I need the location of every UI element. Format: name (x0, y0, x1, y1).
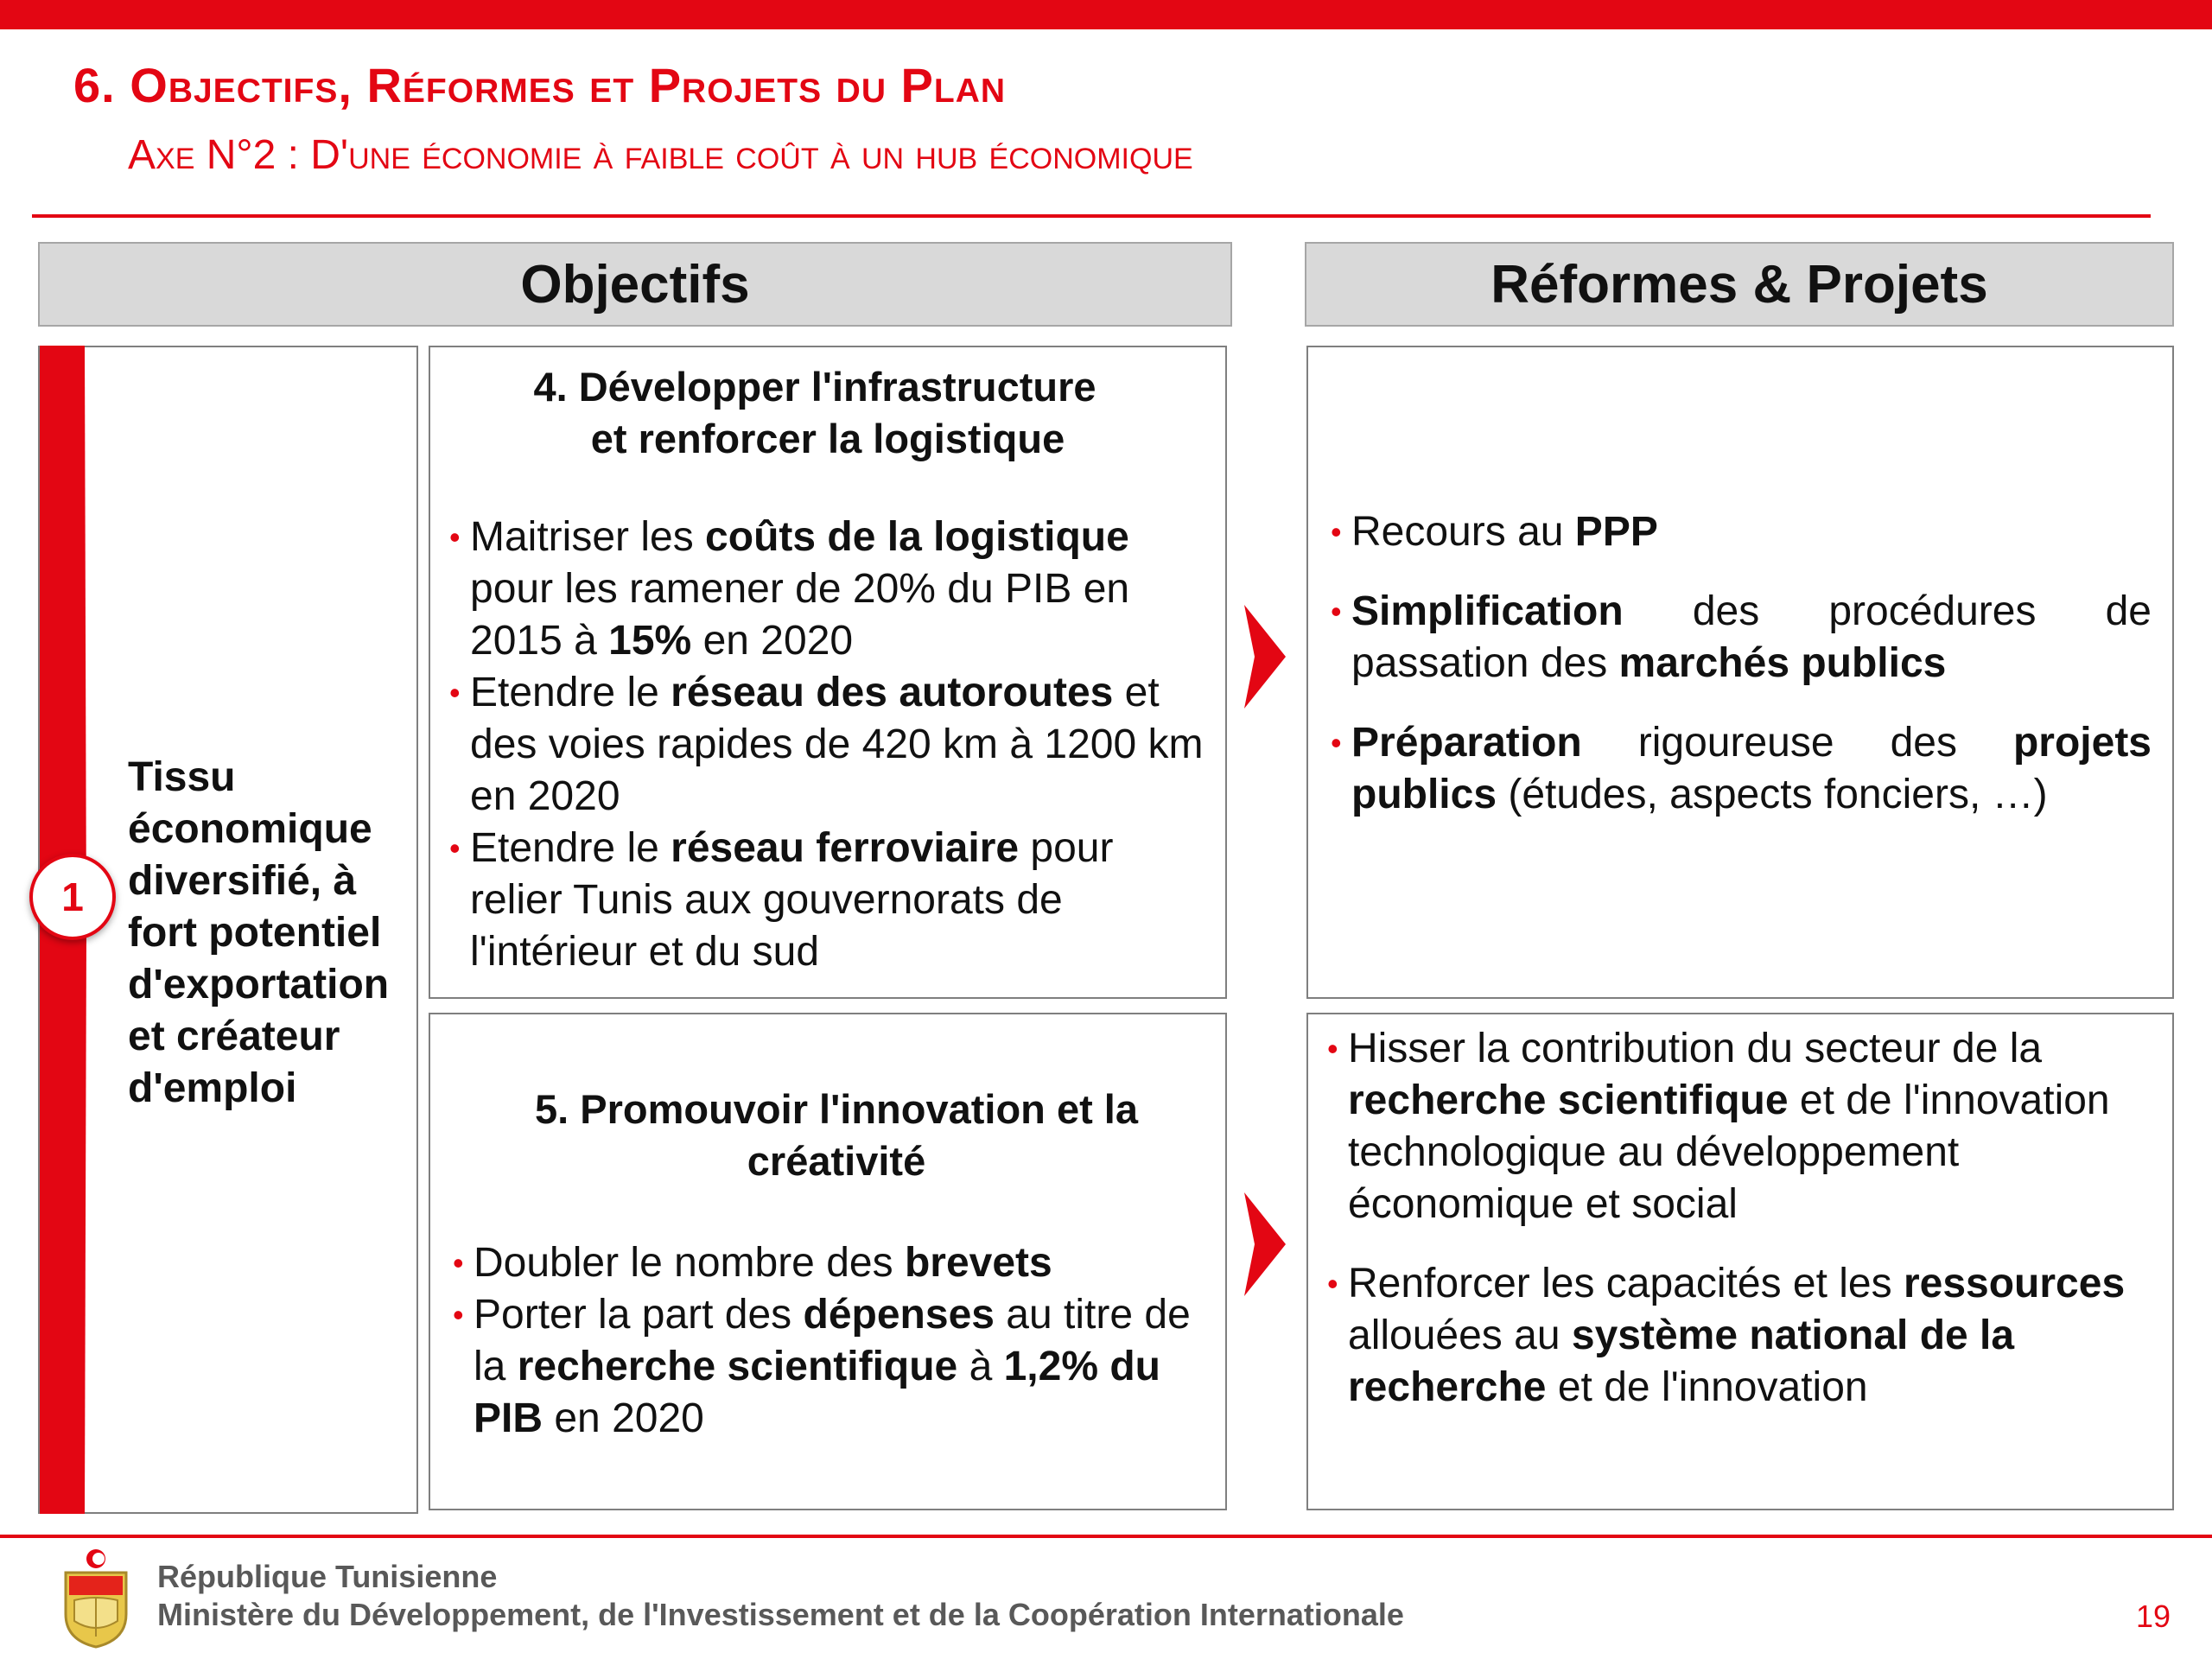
bullet-text: Maitriser les (470, 514, 706, 560)
bullet-bold-text: système national de la recherche (1348, 1313, 2015, 1410)
footer-divider (0, 1535, 2212, 1538)
bullet-text: et de l'innovation (1546, 1364, 1868, 1410)
bullet-text: pour les ramener de 20% du PIB en 2015 à (470, 566, 1130, 664)
bullet-item (1327, 1258, 2162, 1414)
reforms-4-box (1306, 346, 2174, 999)
reforms-5-box (1306, 1013, 2174, 1510)
bullet-bold-text: coûts de la logistique (705, 514, 1129, 560)
bullet-dot: • (449, 830, 461, 866)
bullet-dot: • (1331, 594, 1342, 629)
bullet-text: pour relier Tunis aux gouvernorats de l'intérieur et du sud (470, 825, 1114, 975)
objective-5-title (430, 1084, 1225, 1187)
objective-5-title-line1: 5. Promouvoir l'innovation et la (534, 1086, 1138, 1132)
bullet-text: Recours au (1351, 509, 1575, 555)
arrow-right-icon (1244, 605, 1287, 709)
bullet-text: Renforcer les capacités et les (1348, 1261, 1904, 1306)
objectifs-header (38, 242, 1232, 327)
bullet-text: allouées au (1348, 1313, 1572, 1358)
top-red-bar (0, 0, 2212, 29)
reformes-header-label: Réformes & Projets (1491, 254, 1988, 315)
objective-5-title-line2: créativité (747, 1138, 926, 1184)
page-number: 19 (2136, 1599, 2171, 1634)
footer-ministry: Ministère du Développement, de l'Investissement et de la Coopération Internationale (157, 1597, 1404, 1632)
bullet-text: Hisser la contribution du secteur de la (1348, 1026, 2043, 1071)
bullet-dot: • (453, 1245, 464, 1281)
bullet-item (453, 1289, 1210, 1445)
bullet-bold-text: brevets (904, 1240, 1052, 1286)
bullet-text: en 2020 (543, 1395, 704, 1441)
bullet-text: Etendre le (470, 670, 671, 715)
bullet-bold-text: recherche scientifique (1348, 1077, 1789, 1123)
objective-4-title-line2: et renforcer la logistique (590, 416, 1065, 461)
objective-4-title-line1: 4. Développer l'infrastructure (533, 364, 1096, 410)
bullet-bold-text: recherche scientifique (517, 1344, 958, 1389)
bullet-item (1331, 717, 2152, 821)
title-divider (32, 214, 2151, 218)
bullet-bold-text: réseau ferroviaire (671, 825, 1020, 871)
bullet-bold-text: PPP (1574, 509, 1658, 555)
bullet-bold-text: dépenses (803, 1292, 995, 1338)
bullet-item (1331, 506, 2152, 558)
bullet-text: rigoureuse des (1581, 720, 2013, 766)
coat-of-arms-icon (57, 1547, 135, 1650)
bullet-bold-text: marchés publics (1618, 640, 1947, 686)
bullet-text: (études, aspects fonciers, …) (1497, 772, 2048, 817)
bullet-item (1331, 586, 2152, 690)
bullet-dot: • (1331, 514, 1342, 550)
bullet-bold-text: Préparation (1351, 720, 1582, 766)
axis-number-badge: 1 (29, 854, 116, 940)
bullet-bold-text: projets publics (1351, 720, 2152, 817)
bullet-text: Etendre le (470, 825, 671, 871)
bullet-item (449, 512, 1210, 667)
bullet-bold-text: ressources (1903, 1261, 2126, 1306)
bullet-bold-text: réseau des autoroutes (671, 670, 1114, 715)
objective-5-box (429, 1013, 1227, 1510)
bullet-dot: • (1327, 1031, 1338, 1066)
objective-4-box (429, 346, 1227, 999)
bullet-dot: • (449, 519, 461, 555)
bullet-item (449, 667, 1210, 823)
bullet-text: en 2020 (691, 618, 854, 664)
bullet-dot: • (1327, 1266, 1338, 1301)
bullet-text: et des voies rapides de 420 km à 1200 km en 2020 (470, 670, 1204, 819)
bullet-dot: • (1331, 725, 1342, 760)
objective-5-bullets (453, 1237, 1210, 1445)
bullet-dot: • (449, 675, 461, 710)
arrow-right-icon (1244, 1192, 1287, 1296)
slide-title: 6. Objectifs, Réformes et Projets du Plan (73, 58, 1007, 112)
reforms-5-bullets (1327, 1023, 2162, 1414)
bullet-text: Porter la part des (474, 1292, 804, 1338)
reformes-header (1305, 242, 2174, 327)
objective-4-bullets (449, 512, 1210, 978)
reforms-4-bullets (1331, 506, 2152, 821)
bullet-text: au titre de la (474, 1292, 1191, 1389)
bullet-dot: • (453, 1297, 464, 1332)
objectifs-header-label: Objectifs (520, 254, 750, 315)
axis-label: Tissu économique diversifié, à fort potentiel d'exportation et créateur d'emploi (128, 754, 390, 1111)
bullet-text: et de l'innovation technologique au développement économique et social (1348, 1077, 2110, 1227)
bullet-bold-text: 15% (608, 618, 692, 664)
bullet-text: à (957, 1344, 1004, 1389)
bullet-item (449, 823, 1210, 978)
bullet-item (453, 1237, 1210, 1289)
objective-4-title (430, 361, 1225, 465)
bullet-text: Doubler le nombre des (474, 1240, 905, 1286)
bullet-item (1327, 1023, 2162, 1230)
bullet-text: des procédures de passation des (1351, 588, 2152, 686)
footer-country: République Tunisienne (157, 1559, 498, 1594)
slide-subtitle: Axe N°2 : D'une économie à faible coût à un hub économique (128, 132, 1193, 178)
bullet-bold-text: Simplification (1351, 588, 1624, 634)
bullet-bold-text: 1,2% du PIB (474, 1344, 1160, 1441)
